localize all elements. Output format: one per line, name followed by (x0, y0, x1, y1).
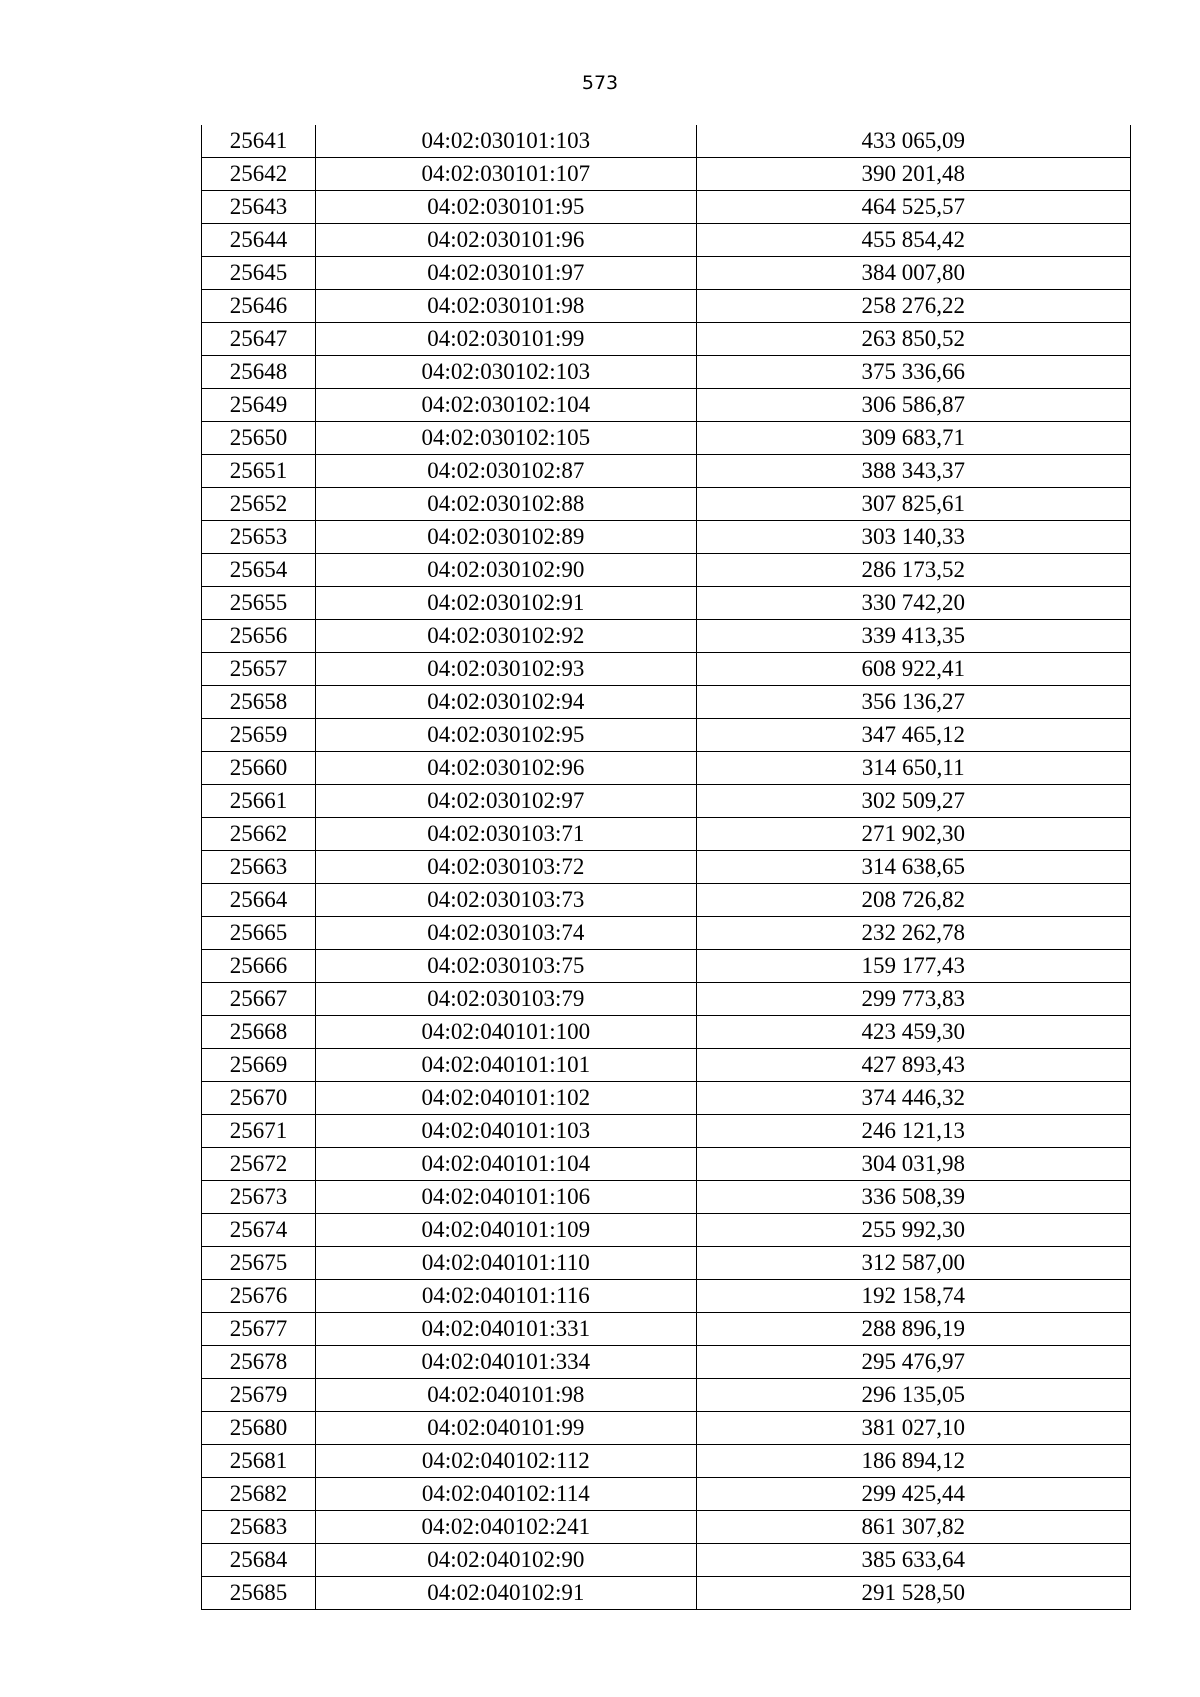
cadastral-value-cell: 314 650,11 (696, 752, 1130, 785)
cadastral-number-cell: 04:02:030102:88 (316, 488, 696, 521)
cadastral-number-cell: 04:02:040102:112 (316, 1445, 696, 1478)
table-row (202, 1280, 1131, 1313)
cadastral-number-cell: 04:02:030101:98 (316, 290, 696, 323)
row-number-cell: 25662 (202, 818, 316, 851)
cadastral-value-cell: 336 508,39 (696, 1181, 1130, 1214)
cadastral-number-cell: 04:02:030101:97 (316, 257, 696, 290)
table-row (202, 1115, 1131, 1148)
table-row (202, 1181, 1131, 1214)
cadastral-value-cell: 608 922,41 (696, 653, 1130, 686)
row-number-cell: 25678 (202, 1346, 316, 1379)
cadastral-number-cell: 04:02:030103:79 (316, 983, 696, 1016)
table-row (202, 620, 1131, 653)
cadastral-value-cell: 861 307,82 (696, 1511, 1130, 1544)
cadastral-value-cell: 258 276,22 (696, 290, 1130, 323)
cadastral-value-cell: 295 476,97 (696, 1346, 1130, 1379)
row-number-cell: 25656 (202, 620, 316, 653)
cadastral-number-cell: 04:02:040101:110 (316, 1247, 696, 1280)
row-number-cell: 25646 (202, 290, 316, 323)
row-number-cell: 25663 (202, 851, 316, 884)
table-row (202, 290, 1131, 323)
cadastral-value-cell: 186 894,12 (696, 1445, 1130, 1478)
table-row (202, 224, 1131, 257)
table-row (202, 1049, 1131, 1082)
cadastral-number-cell: 04:02:030102:87 (316, 455, 696, 488)
table-row (202, 1577, 1131, 1610)
row-number-cell: 25679 (202, 1379, 316, 1412)
row-number-cell: 25655 (202, 587, 316, 620)
table-row (202, 125, 1131, 158)
cadastral-value-cell: 307 825,61 (696, 488, 1130, 521)
cadastral-value-cell: 455 854,42 (696, 224, 1130, 257)
cadastral-value-cell: 263 850,52 (696, 323, 1130, 356)
cadastral-number-cell: 04:02:030102:91 (316, 587, 696, 620)
row-number-cell: 25685 (202, 1577, 316, 1610)
cadastral-value-cell: 464 525,57 (696, 191, 1130, 224)
row-number-cell: 25658 (202, 686, 316, 719)
cadastral-number-cell: 04:02:030102:93 (316, 653, 696, 686)
cadastral-number-cell: 04:02:030101:96 (316, 224, 696, 257)
table-row (202, 752, 1131, 785)
row-number-cell: 25683 (202, 1511, 316, 1544)
cadastral-number-cell: 04:02:030101:95 (316, 191, 696, 224)
cadastral-number-cell: 04:02:030102:92 (316, 620, 696, 653)
row-number-cell: 25642 (202, 158, 316, 191)
cadastral-value-cell: 309 683,71 (696, 422, 1130, 455)
table-row (202, 389, 1131, 422)
cadastral-number-cell: 04:02:040101:98 (316, 1379, 696, 1412)
row-number-cell: 25680 (202, 1412, 316, 1445)
table-body (202, 125, 1131, 1610)
row-number-cell: 25648 (202, 356, 316, 389)
cadastral-value-cell: 299 773,83 (696, 983, 1130, 1016)
row-number-cell: 25647 (202, 323, 316, 356)
cadastral-value-cell: 312 587,00 (696, 1247, 1130, 1280)
cadastral-number-cell: 04:02:040101:331 (316, 1313, 696, 1346)
table-row (202, 1445, 1131, 1478)
table-row (202, 851, 1131, 884)
table-row (202, 257, 1131, 290)
cadastral-number-cell: 04:02:040102:91 (316, 1577, 696, 1610)
cadastral-number-cell: 04:02:040101:103 (316, 1115, 696, 1148)
table-row (202, 1313, 1131, 1346)
table-row (202, 884, 1131, 917)
page-number: 573 (581, 72, 619, 94)
cadastral-number-cell: 04:02:030102:104 (316, 389, 696, 422)
row-number-cell: 25670 (202, 1082, 316, 1115)
cadastral-number-cell: 04:02:030102:105 (316, 422, 696, 455)
row-number-cell: 25671 (202, 1115, 316, 1148)
table-row (202, 158, 1131, 191)
cadastral-number-cell: 04:02:040101:106 (316, 1181, 696, 1214)
table-row (202, 719, 1131, 752)
table-row (202, 1478, 1131, 1511)
table-row (202, 983, 1131, 1016)
cadastral-number-cell: 04:02:040101:102 (316, 1082, 696, 1115)
row-number-cell: 25650 (202, 422, 316, 455)
cadastral-value-cell: 296 135,05 (696, 1379, 1130, 1412)
cadastral-value-cell: 288 896,19 (696, 1313, 1130, 1346)
table-row (202, 587, 1131, 620)
row-number-cell: 25675 (202, 1247, 316, 1280)
row-number-cell: 25669 (202, 1049, 316, 1082)
cadastral-number-cell: 04:02:040102:241 (316, 1511, 696, 1544)
cadastral-number-cell: 04:02:030102:96 (316, 752, 696, 785)
cadastral-value-cell: 303 140,33 (696, 521, 1130, 554)
cadastral-number-cell: 04:02:030102:89 (316, 521, 696, 554)
cadastral-value-cell: 356 136,27 (696, 686, 1130, 719)
table-row (202, 554, 1131, 587)
row-number-cell: 25654 (202, 554, 316, 587)
cadastral-number-cell: 04:02:030102:95 (316, 719, 696, 752)
cadastral-value-cell: 330 742,20 (696, 587, 1130, 620)
row-number-cell: 25652 (202, 488, 316, 521)
cadastral-number-cell: 04:02:030103:72 (316, 851, 696, 884)
table-row (202, 1247, 1131, 1280)
cadastral-value-cell: 375 336,66 (696, 356, 1130, 389)
row-number-cell: 25661 (202, 785, 316, 818)
cadastral-number-cell: 04:02:030103:73 (316, 884, 696, 917)
row-number-cell: 25673 (202, 1181, 316, 1214)
row-number-cell: 25659 (202, 719, 316, 752)
table-row (202, 1511, 1131, 1544)
cadastral-number-cell: 04:02:040101:100 (316, 1016, 696, 1049)
table-row (202, 1346, 1131, 1379)
cadastral-value-cell: 423 459,30 (696, 1016, 1130, 1049)
row-number-cell: 25676 (202, 1280, 316, 1313)
cadastral-number-cell: 04:02:030102:103 (316, 356, 696, 389)
table-row (202, 1412, 1131, 1445)
row-number-cell: 25657 (202, 653, 316, 686)
cadastral-number-cell: 04:02:040102:90 (316, 1544, 696, 1577)
cadastral-value-cell: 385 633,64 (696, 1544, 1130, 1577)
row-number-cell: 25674 (202, 1214, 316, 1247)
cadastral-number-cell: 04:02:030103:75 (316, 950, 696, 983)
table-row (202, 356, 1131, 389)
table-row (202, 1544, 1131, 1577)
cadastral-value-cell: 433 065,09 (696, 125, 1130, 158)
table-row (202, 422, 1131, 455)
row-number-cell: 25643 (202, 191, 316, 224)
cadastral-value-cell: 299 425,44 (696, 1478, 1130, 1511)
row-number-cell: 25677 (202, 1313, 316, 1346)
cadastral-number-cell: 04:02:030103:74 (316, 917, 696, 950)
table-row (202, 1214, 1131, 1247)
cadastral-value-cell: 255 992,30 (696, 1214, 1130, 1247)
cadastral-number-cell: 04:02:040101:109 (316, 1214, 696, 1247)
table-row (202, 455, 1131, 488)
cadastral-value-cell: 339 413,35 (696, 620, 1130, 653)
row-number-cell: 25664 (202, 884, 316, 917)
cadastral-number-cell: 04:02:030101:99 (316, 323, 696, 356)
row-number-cell: 25667 (202, 983, 316, 1016)
table-row (202, 1148, 1131, 1181)
row-number-cell: 25649 (202, 389, 316, 422)
cadastral-number-cell: 04:02:040101:116 (316, 1280, 696, 1313)
cadastral-value-cell: 286 173,52 (696, 554, 1130, 587)
cadastral-value-cell: 390 201,48 (696, 158, 1130, 191)
row-number-cell: 25644 (202, 224, 316, 257)
row-number-cell: 25653 (202, 521, 316, 554)
table-row (202, 818, 1131, 851)
cadastral-value-cell: 232 262,78 (696, 917, 1130, 950)
table-row (202, 521, 1131, 554)
row-number-cell: 25684 (202, 1544, 316, 1577)
cadastral-value-cell: 388 343,37 (696, 455, 1130, 488)
row-number-cell: 25665 (202, 917, 316, 950)
cadastral-value-cell: 427 893,43 (696, 1049, 1130, 1082)
row-number-cell: 25651 (202, 455, 316, 488)
cadastral-value-cell: 306 586,87 (696, 389, 1130, 422)
cadastral-number-cell: 04:02:040101:104 (316, 1148, 696, 1181)
row-number-cell: 25668 (202, 1016, 316, 1049)
row-number-cell: 25681 (202, 1445, 316, 1478)
cadastral-value-cell: 384 007,80 (696, 257, 1130, 290)
cadastral-number-cell: 04:02:030101:107 (316, 158, 696, 191)
row-number-cell: 25666 (202, 950, 316, 983)
cadastral-number-cell: 04:02:040101:99 (316, 1412, 696, 1445)
table-row (202, 323, 1131, 356)
cadastral-value-cell: 159 177,43 (696, 950, 1130, 983)
cadastral-value-cell: 304 031,98 (696, 1148, 1130, 1181)
table-row (202, 488, 1131, 521)
table-row (202, 917, 1131, 950)
table-row (202, 191, 1131, 224)
row-number-cell: 25645 (202, 257, 316, 290)
row-number-cell: 25660 (202, 752, 316, 785)
cadastral-value-cell: 192 158,74 (696, 1280, 1130, 1313)
cadastral-value-cell: 381 027,10 (696, 1412, 1130, 1445)
cadastral-number-cell: 04:02:040101:334 (316, 1346, 696, 1379)
table-row (202, 785, 1131, 818)
cadastral-value-cell: 374 446,32 (696, 1082, 1130, 1115)
row-number-cell: 25641 (202, 125, 316, 158)
cadastral-value-cell: 314 638,65 (696, 851, 1130, 884)
cadastral-value-table (201, 125, 1131, 1610)
cadastral-value-cell: 291 528,50 (696, 1577, 1130, 1610)
cadastral-number-cell: 04:02:040101:101 (316, 1049, 696, 1082)
table-row (202, 653, 1131, 686)
cadastral-number-cell: 04:02:030101:103 (316, 125, 696, 158)
cadastral-number-cell: 04:02:030102:97 (316, 785, 696, 818)
table-row (202, 1016, 1131, 1049)
row-number-cell: 25682 (202, 1478, 316, 1511)
cadastral-number-cell: 04:02:040102:114 (316, 1478, 696, 1511)
cadastral-value-cell: 347 465,12 (696, 719, 1130, 752)
table-row (202, 1082, 1131, 1115)
cadastral-value-cell: 302 509,27 (696, 785, 1130, 818)
cadastral-value-cell: 271 902,30 (696, 818, 1130, 851)
table-row (202, 1379, 1131, 1412)
table-row (202, 686, 1131, 719)
cadastral-number-cell: 04:02:030102:90 (316, 554, 696, 587)
cadastral-value-cell: 246 121,13 (696, 1115, 1130, 1148)
cadastral-number-cell: 04:02:030103:71 (316, 818, 696, 851)
table-row (202, 950, 1131, 983)
row-number-cell: 25672 (202, 1148, 316, 1181)
cadastral-number-cell: 04:02:030102:94 (316, 686, 696, 719)
cadastral-value-cell: 208 726,82 (696, 884, 1130, 917)
